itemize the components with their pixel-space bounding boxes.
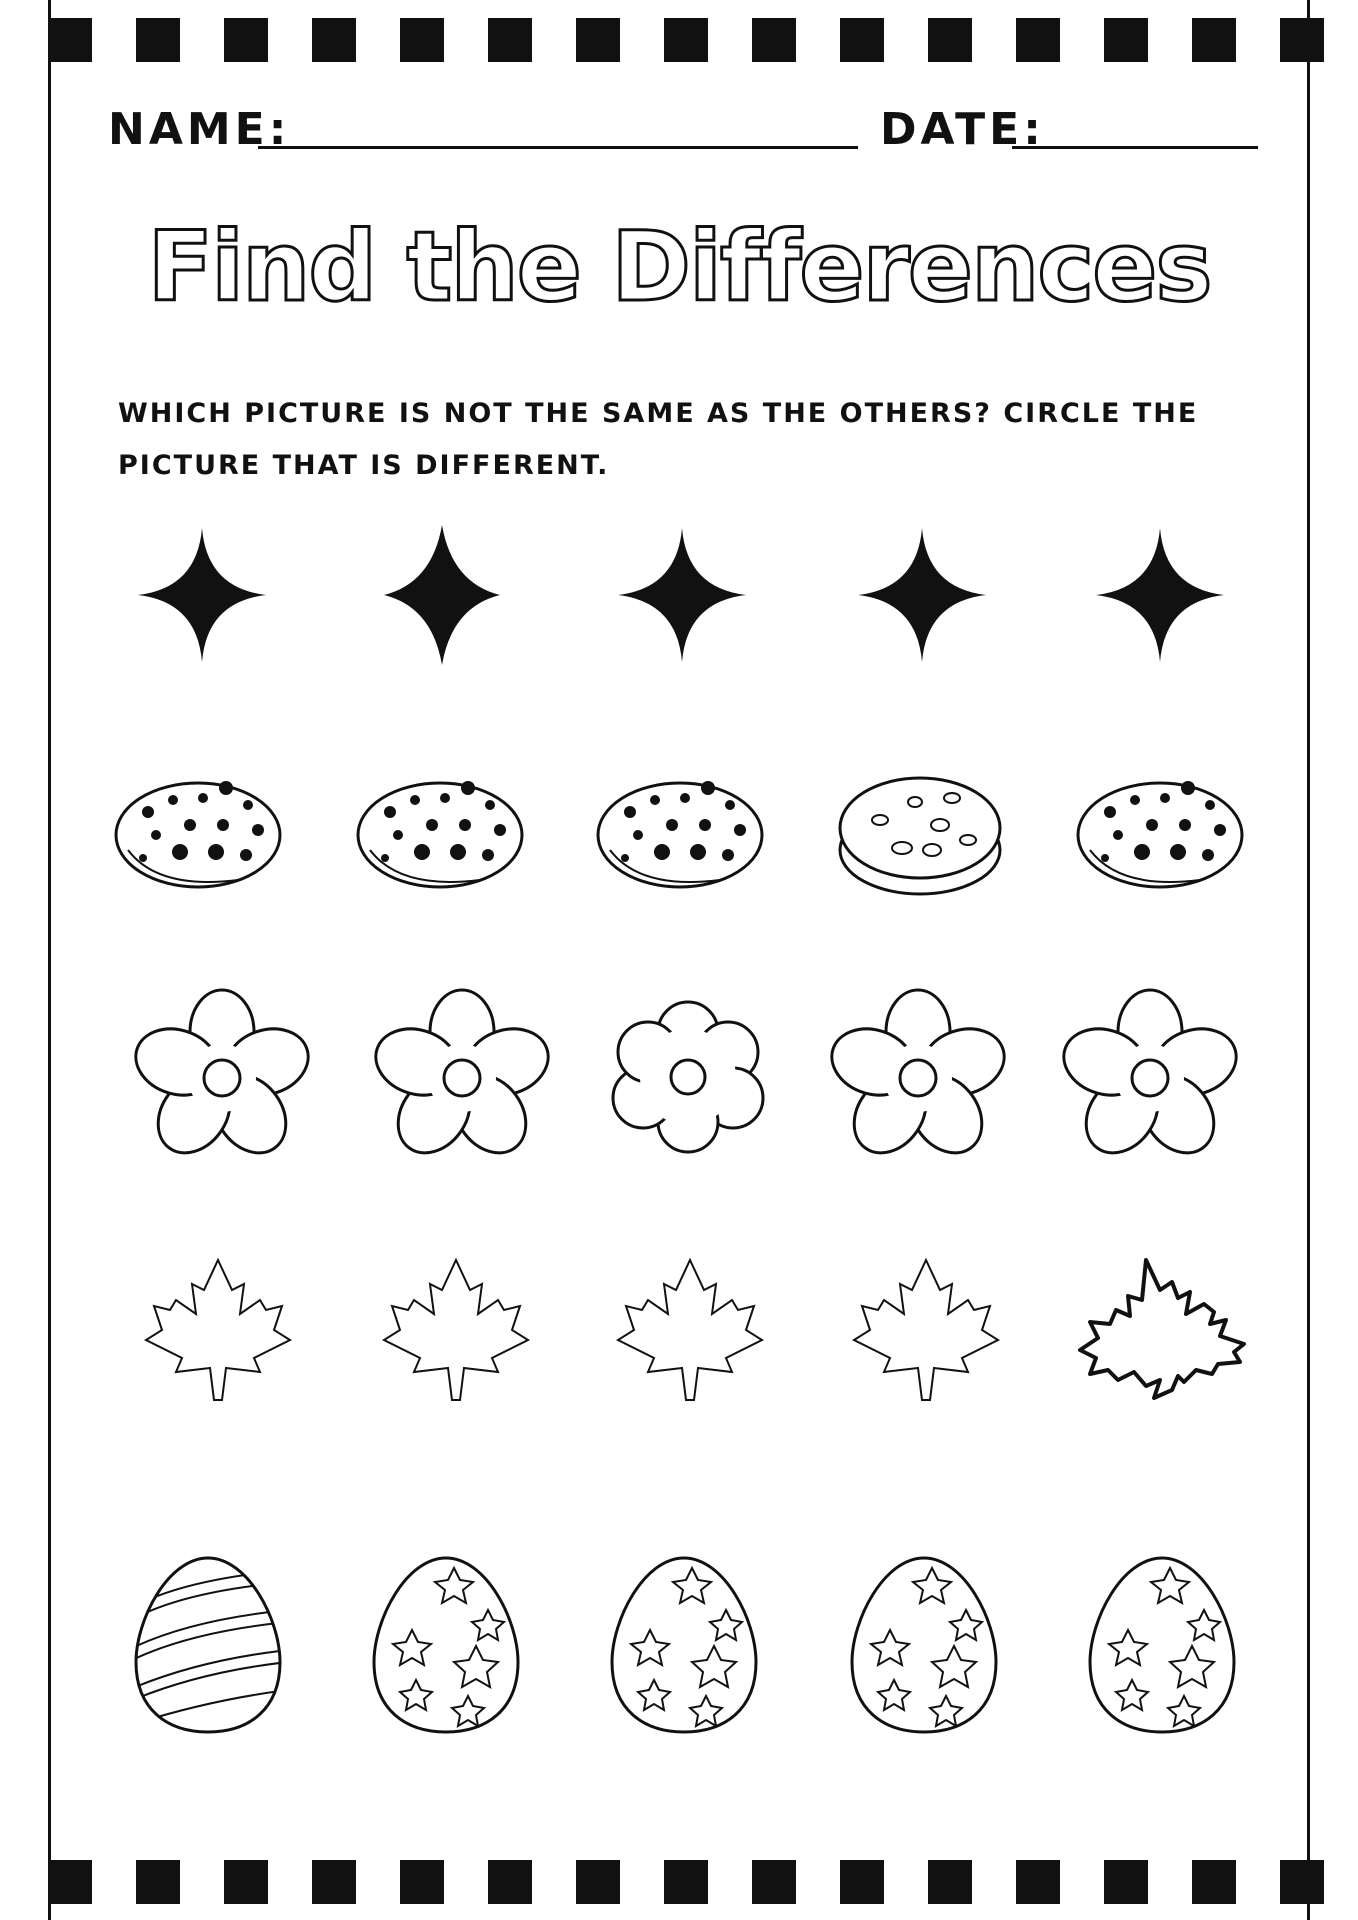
maple-leaf-icon [118,1240,318,1430]
item-cookie-4[interactable] [820,740,1020,930]
item-egg-3[interactable] [584,1550,784,1740]
item-star-2[interactable] [342,500,542,690]
item-cookie-2[interactable] [340,740,540,930]
item-cookie-1[interactable] [98,740,298,930]
checkered-border-bottom [48,1860,1310,1904]
item-star-3[interactable] [582,500,782,690]
item-star-1[interactable] [102,500,302,690]
item-cookie-5[interactable] [1060,740,1260,930]
item-flower-1[interactable] [122,980,322,1170]
star-icon [102,500,302,690]
maple-leaf-icon [826,1240,1026,1430]
chocolate-chip-cookie-icon [340,740,540,930]
scalloped-flower-icon [588,980,788,1170]
title-text: Find the Differences [147,211,1211,323]
name-label: NAME: [108,104,291,155]
page-title [0,200,1358,334]
item-egg-2[interactable] [346,1550,546,1740]
striped-egg-icon [108,1550,308,1740]
item-star-5[interactable] [1060,500,1260,690]
name-field[interactable] [258,146,858,149]
item-leaf-4[interactable] [826,1240,1026,1430]
instructions: WHICH PICTURE IS NOT THE SAME AS THE OTHERS? CIRCLE THE PICTURE THAT IS DIFFERENT. [118,398,1199,481]
date-label: DATE: [880,104,1045,155]
item-leaf-2[interactable] [356,1240,556,1430]
row-flowers [0,980,1358,1170]
star-icon [582,500,782,690]
row-cookies [0,740,1358,930]
item-flower-5[interactable] [1050,980,1250,1170]
item-cookie-3[interactable] [580,740,780,930]
item-egg-5[interactable] [1062,1550,1262,1740]
row-stars [0,500,1358,690]
item-egg-1[interactable] [108,1550,308,1740]
date-field[interactable] [1012,146,1258,149]
maple-leaf-icon [356,1240,556,1430]
star-icon [822,500,1022,690]
chocolate-chip-cookie-icon [98,740,298,930]
item-flower-4[interactable] [818,980,1018,1170]
item-flower-3[interactable] [588,980,788,1170]
chocolate-chip-cookie-icon [1060,740,1260,930]
maple-leaf-icon [590,1240,790,1430]
jagged-maple-leaf-icon [1068,1240,1268,1430]
item-star-4[interactable] [822,500,1022,690]
flower-icon [818,980,1018,1170]
chocolate-chip-cookie-icon [580,740,780,930]
item-egg-4[interactable] [824,1550,1024,1740]
star-egg-icon [584,1550,784,1740]
sugar-cookie-icon [820,740,1020,930]
row-leaves [0,1240,1358,1430]
item-leaf-3[interactable] [590,1240,790,1430]
star-egg-icon [824,1550,1024,1740]
star-icon [1060,500,1260,690]
checkered-border-top [48,18,1310,62]
item-leaf-1[interactable] [118,1240,318,1430]
star-icon-bold [342,500,542,690]
row-eggs [0,1550,1358,1740]
item-leaf-5[interactable] [1068,1240,1268,1430]
flower-icon [122,980,322,1170]
star-egg-icon [346,1550,546,1740]
flower-icon [362,980,562,1170]
item-flower-2[interactable] [362,980,562,1170]
flower-icon [1050,980,1250,1170]
star-egg-icon [1062,1550,1262,1740]
